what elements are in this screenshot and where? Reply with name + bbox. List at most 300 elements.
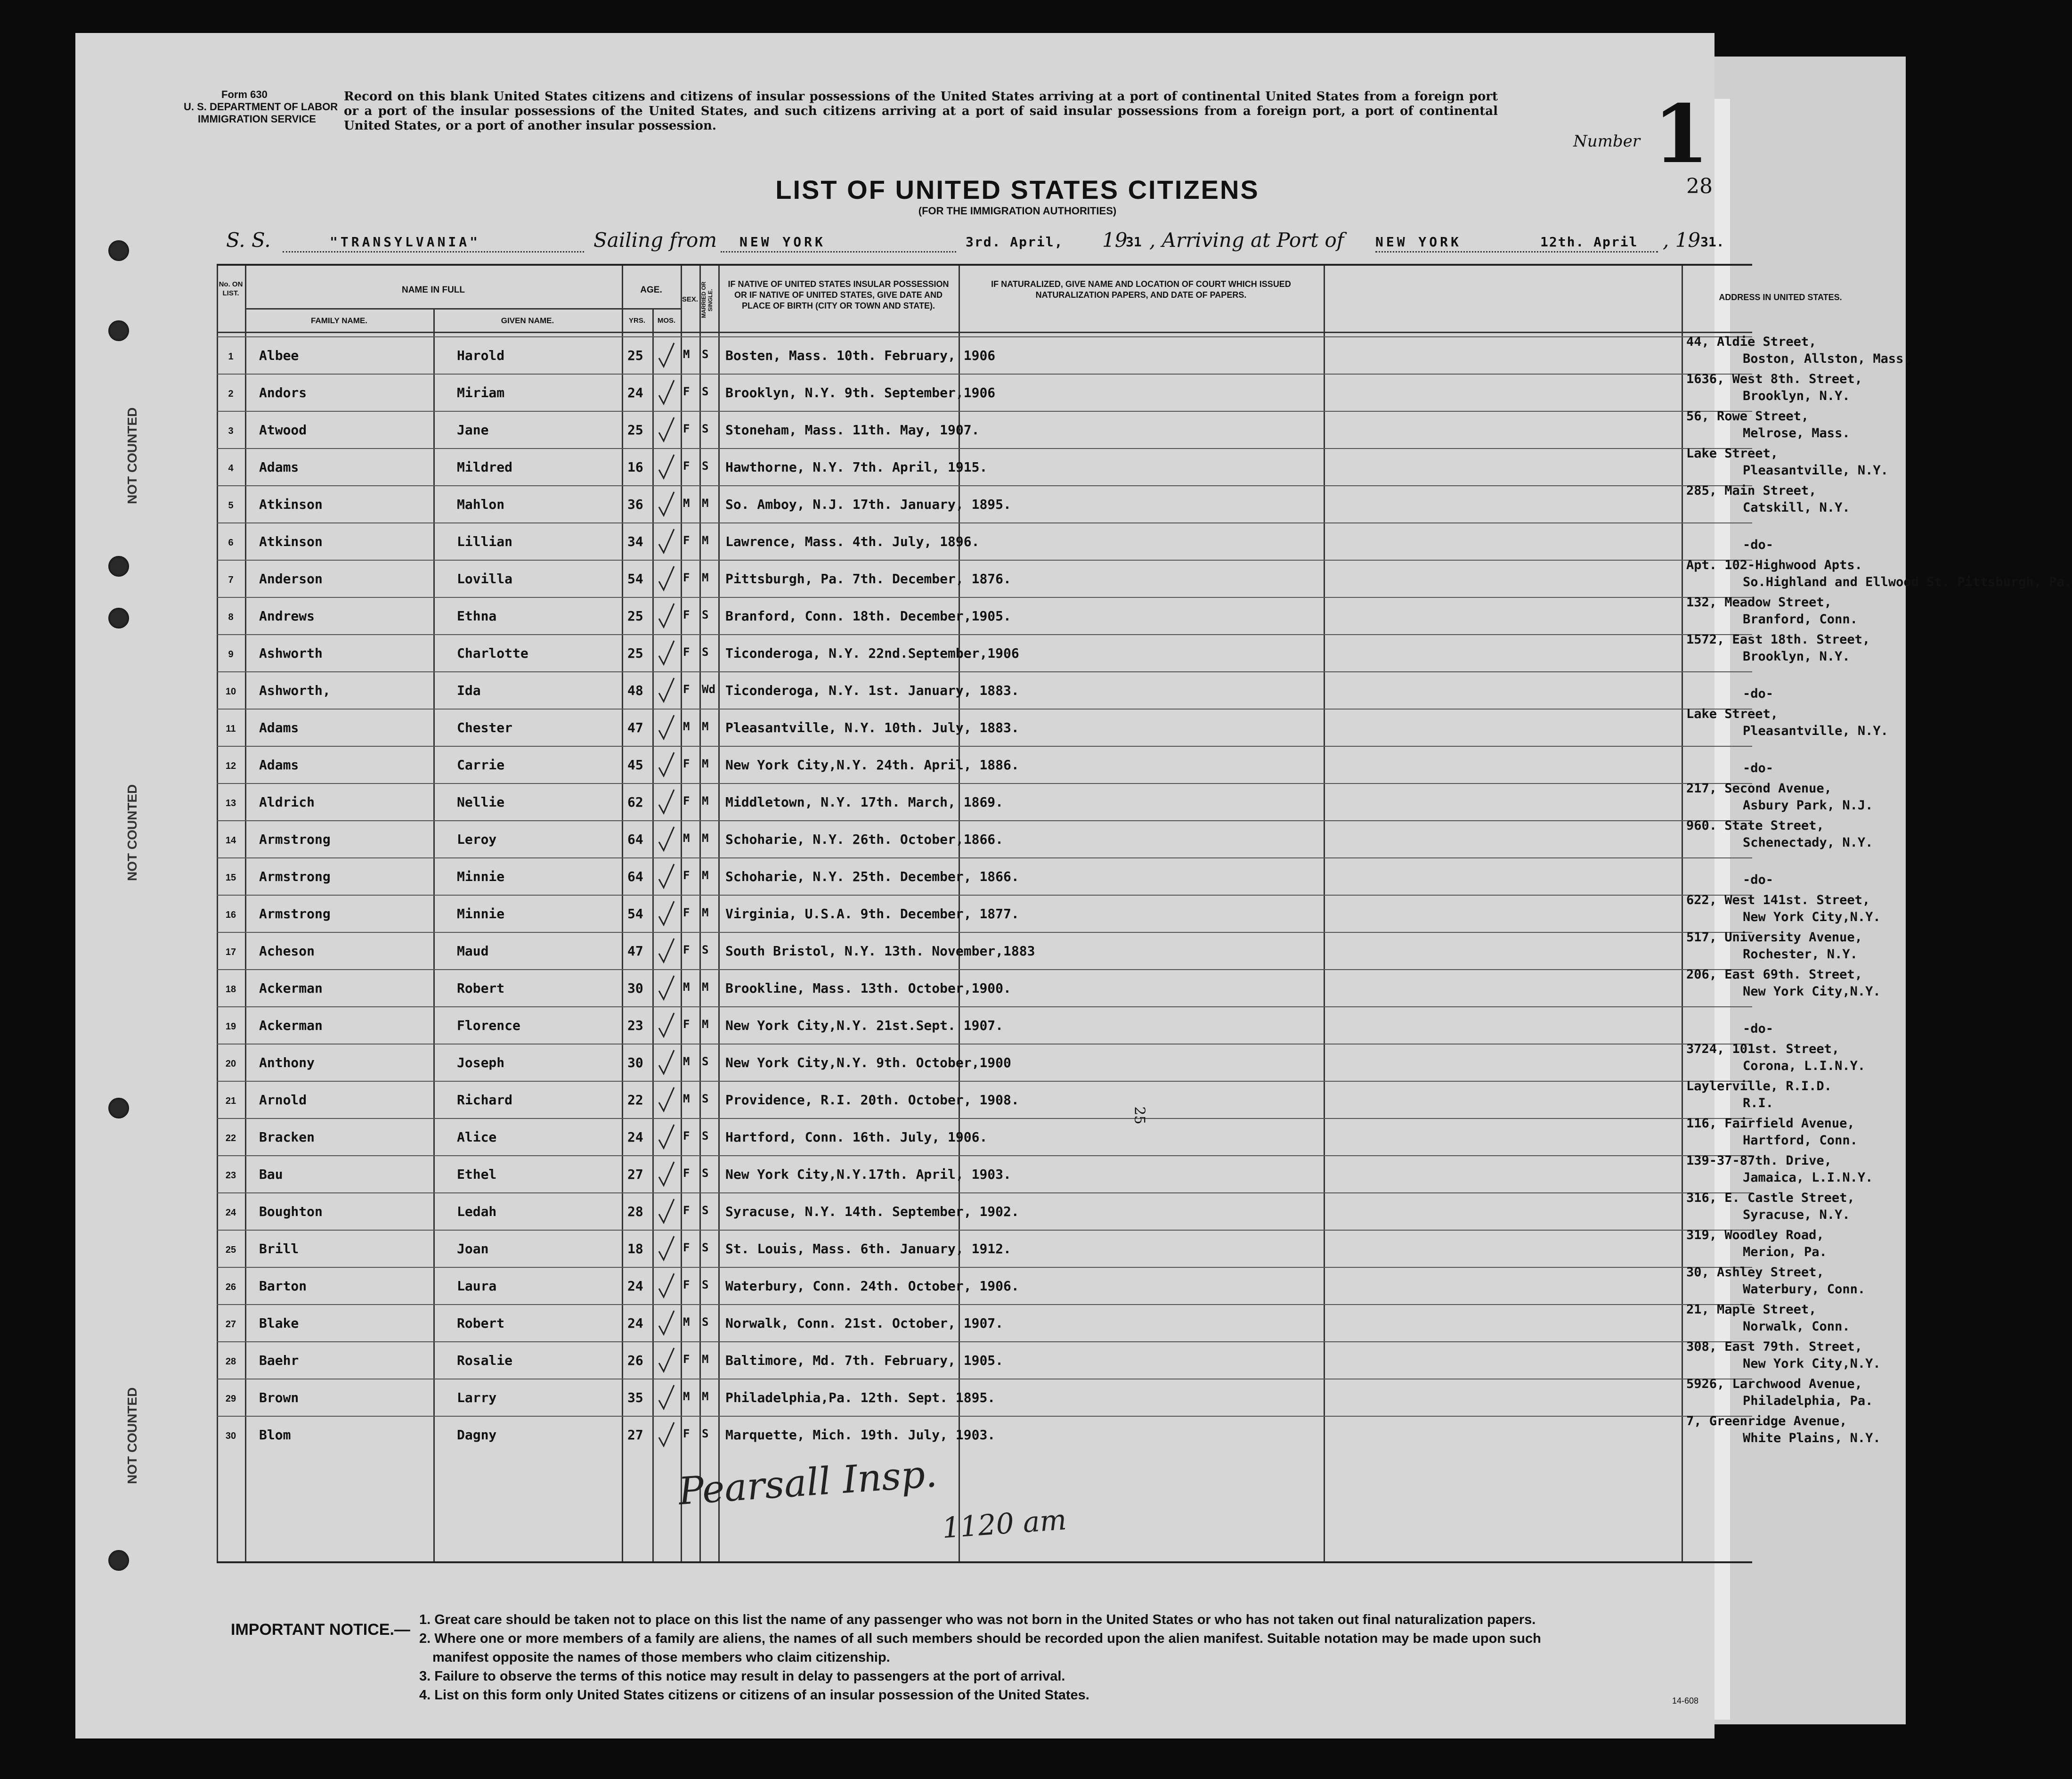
check-mark-icon — [657, 1384, 676, 1412]
family-name: Albee — [259, 348, 299, 363]
row-number: 9 — [228, 649, 234, 660]
family-name: Baehr — [259, 1353, 299, 1368]
family-name: Blom — [259, 1427, 291, 1443]
given-name: Miriam — [457, 385, 505, 400]
address-line-1: 622, West 141st. Street, — [1686, 893, 1870, 907]
table-row — [217, 1191, 1855, 1230]
birth-place-date: So. Amboy, N.J. 17th. January, 1895. — [725, 497, 1011, 512]
age-years: 25 — [627, 608, 643, 624]
address-line-2: White Plains, N.Y. — [1743, 1431, 1881, 1445]
given-name: Laura — [457, 1278, 497, 1294]
age-years: 22 — [627, 1092, 643, 1108]
address-line-1: Lake Street, — [1686, 707, 1779, 721]
family-name: Atkinson — [259, 497, 323, 512]
age-years: 34 — [627, 534, 643, 549]
address-line-2: Syracuse, N.Y. — [1743, 1208, 1850, 1222]
birth-place-date: Lawrence, Mass. 4th. July, 1896. — [725, 534, 980, 549]
sex: F — [683, 1353, 690, 1366]
table-row — [217, 1265, 1866, 1305]
birth-place-date: South Bristol, N.Y. 13th. November,1883 — [725, 943, 1035, 959]
address-line-2: New York City,N.Y. — [1743, 1356, 1881, 1371]
given-name: Leroy — [457, 832, 497, 847]
address-line-1: Apt. 102-Highwood Apts. — [1686, 558, 1862, 572]
row-number: 11 — [226, 724, 236, 734]
check-mark-icon — [657, 491, 676, 518]
sailing-label: Sailing from — [593, 228, 717, 252]
birth-place-date: Ticonderoga, N.Y. 1st. January, 1883. — [725, 683, 1019, 698]
given-name: Dagny — [457, 1427, 497, 1443]
marital-status: S — [702, 1241, 709, 1254]
check-mark-icon — [657, 789, 676, 816]
manifest-page — [75, 33, 2072, 1738]
col-sex: SEX. — [682, 295, 699, 303]
marital-status: S — [702, 1167, 709, 1180]
binder-hole — [108, 1098, 129, 1118]
family-name: Boughton — [259, 1204, 323, 1219]
arriving-year-suffix: 31. — [1700, 234, 1724, 250]
check-mark-icon — [657, 938, 676, 965]
address-line-1: Lake Street, — [1686, 446, 1779, 461]
sex: M — [683, 1390, 690, 1403]
col-address: ADDRESS IN UNITED STATES. — [1719, 293, 1842, 302]
sex: F — [683, 534, 690, 547]
sex: F — [683, 1204, 690, 1217]
address-line-1: Laylerville, R.I.D. — [1686, 1079, 1832, 1094]
given-name: Minnie — [457, 869, 505, 884]
address-line-2: Asbury Park, N.J. — [1743, 798, 1873, 813]
notice-item: 2. Where one or more members of a family are aliens, the names of all such members should be recorded upon the alien manifest. Suitable notation may be made upon such — [419, 1631, 1541, 1646]
binder-hole — [108, 608, 129, 628]
row-number: 13 — [225, 798, 236, 808]
table-row — [217, 522, 1774, 560]
address-line-1: 960. State Street, — [1686, 818, 1824, 833]
birth-place-date: Middletown, N.Y. 17th. March, 1869. — [725, 794, 1004, 810]
address-line-2: Pleasantville, N.Y. — [1743, 724, 1888, 738]
birth-place-date: Brookline, Mass. 13th. October,1900. — [725, 980, 1011, 996]
binder-hole — [108, 1550, 129, 1571]
marital-status: M — [702, 571, 709, 584]
table-row — [217, 707, 1888, 746]
age-years: 25 — [627, 645, 643, 661]
sex: F — [683, 459, 690, 473]
age-years: 30 — [627, 980, 643, 996]
address-line-1: 517, University Avenue, — [1686, 930, 1862, 945]
family-name: Armstrong — [259, 869, 331, 884]
given-name: Carrie — [457, 757, 505, 773]
check-mark-icon — [657, 1421, 676, 1449]
birth-place-date: Baltimore, Md. 7th. February, 1905. — [725, 1353, 1004, 1368]
left-margin-stamp-1: NOT COUNTED — [125, 407, 139, 504]
row-number: 27 — [225, 1319, 236, 1330]
marital-status: M — [702, 534, 709, 547]
arriving-date: 12th. April — [1540, 234, 1638, 250]
family-name: Bracken — [259, 1129, 315, 1145]
given-name: Chester — [457, 720, 513, 735]
address-line-1: 139-37-87th. Drive, — [1686, 1153, 1832, 1168]
sex: F — [683, 869, 690, 882]
sex: F — [683, 906, 690, 919]
birth-place-date: Hawthorne, N.Y. 7th. April, 1915. — [725, 459, 988, 475]
address-line-2: -do- — [1743, 1021, 1774, 1036]
check-mark-icon — [657, 565, 676, 593]
family-name: Atwood — [259, 422, 307, 438]
sailing-date: 3rd. April, — [966, 234, 1064, 250]
sailing-year-prefix: 19 — [1102, 228, 1128, 252]
marital-status: S — [702, 943, 709, 956]
given-name: Robert — [457, 980, 505, 996]
marital-status: S — [702, 422, 709, 435]
address-line-1: 316, E. Castle Street, — [1686, 1191, 1855, 1205]
row-number: 3 — [228, 426, 234, 436]
marital-status: S — [702, 1427, 709, 1440]
row-number: 19 — [225, 1021, 236, 1032]
table-row — [217, 1228, 1827, 1267]
address-line-1: 116, Fairfield Avenue, — [1686, 1116, 1855, 1131]
marital-status: M — [702, 757, 709, 770]
address-line-2: New York City,N.Y. — [1743, 910, 1881, 924]
family-name: Ackerman — [259, 1018, 323, 1033]
address-line-1: 5926, Larchwood Avenue, — [1686, 1377, 1862, 1391]
address-line-1: 44, Aldie Street, — [1686, 335, 1817, 349]
row-number: 29 — [225, 1394, 236, 1404]
address-line-1: 132, Meadow Street, — [1686, 595, 1832, 610]
table-row — [217, 1339, 1881, 1379]
address-line-1: 56, Rowe Street, — [1686, 409, 1809, 424]
marital-status: S — [702, 348, 709, 361]
sailing-port: NEW YORK — [739, 234, 826, 250]
check-mark-icon — [657, 863, 676, 890]
check-mark-icon — [657, 677, 676, 704]
table-row — [217, 632, 1870, 672]
left-margin-stamp-3: NOT COUNTED — [125, 1387, 139, 1484]
address-line-2: Brooklyn, N.Y. — [1743, 389, 1850, 403]
family-name: Anderson — [259, 571, 323, 587]
number-label: Number — [1573, 132, 1641, 151]
given-name: Joan — [457, 1241, 489, 1257]
given-name: Alice — [457, 1129, 497, 1145]
birth-place-date: Hartford, Conn. 16th. July, 1906. — [725, 1129, 988, 1145]
age-years: 47 — [627, 720, 643, 735]
given-name: Jane — [457, 422, 489, 438]
row-number: 18 — [225, 984, 236, 995]
marital-status: M — [702, 869, 709, 882]
family-name: Anthony — [259, 1055, 315, 1070]
address-line-1: 319, Woodley Road, — [1686, 1228, 1824, 1242]
check-mark-icon — [657, 1012, 676, 1039]
page-subtitle: (FOR THE IMMIGRATION AUTHORITIES) — [918, 205, 1117, 217]
table-row — [217, 1414, 1881, 1453]
notice-item: 4. List on this form only United States citizens or citizens of an insular possession of the United States. — [419, 1688, 1089, 1703]
birth-place-date: Waterbury, Conn. 24th. October, 1906. — [725, 1278, 1019, 1294]
address-line-1: 217, Second Avenue, — [1686, 781, 1832, 796]
age-years: 25 — [627, 422, 643, 438]
table-row — [217, 372, 1862, 411]
row-number: 5 — [228, 500, 234, 511]
table-row — [217, 409, 1850, 449]
age-years: 54 — [627, 571, 643, 587]
address-line-2: -do- — [1743, 686, 1774, 701]
arriving-port: NEW YORK — [1375, 234, 1462, 250]
family-name: Andrews — [259, 608, 315, 624]
birth-place-date: Providence, R.I. 20th. October, 1908. — [725, 1092, 1019, 1108]
row-number: 25 — [225, 1245, 236, 1255]
col-yrs: YRS. — [628, 317, 645, 325]
marital-status: M — [702, 906, 709, 919]
address-line-2: -do- — [1743, 761, 1774, 775]
given-name: Ida — [457, 683, 481, 698]
col-naturalized: IF NATURALIZED, GIVE NAME AND LOCATION OF COURT WHICH ISSUED NATURALIZATION PAPERS, AND DATE OF PAPERS. — [991, 279, 1291, 300]
address-line-1: 3724, 101st. Street, — [1686, 1042, 1840, 1056]
given-name: Robert — [457, 1315, 505, 1331]
given-name: Larry — [457, 1390, 497, 1405]
family-name: Andors — [259, 385, 307, 400]
row-number: 14 — [225, 835, 236, 846]
birth-place-date: Bosten, Mass. 10th. February, 1906 — [725, 348, 996, 363]
marital-status: M — [702, 1390, 709, 1403]
check-mark-icon — [657, 603, 676, 630]
sailing-year-suffix: 31 — [1126, 234, 1142, 250]
row-number: 28 — [225, 1356, 236, 1367]
check-mark-icon — [657, 379, 676, 407]
table-row — [217, 1302, 1850, 1342]
table-row — [217, 1042, 1866, 1081]
family-name: Ashworth, — [259, 683, 331, 698]
marital-status: Wd — [702, 683, 715, 696]
check-mark-icon — [657, 1049, 676, 1077]
notice-title: IMPORTANT NOTICE.— — [231, 1621, 410, 1639]
age-years: 24 — [627, 1315, 643, 1331]
age-years: 27 — [627, 1167, 643, 1182]
marital-status: S — [702, 1129, 709, 1142]
marital-status: M — [702, 1018, 709, 1031]
sex: M — [683, 1092, 690, 1105]
col-given-name: GIVEN NAME. — [501, 316, 554, 325]
row-number: 17 — [225, 947, 236, 957]
address-line-2: Corona, L.I.N.Y. — [1743, 1059, 1866, 1073]
check-mark-icon — [657, 1347, 676, 1374]
family-name: Ashworth — [259, 645, 323, 661]
birth-place-date: Syracuse, N.Y. 14th. September, 1902. — [725, 1204, 1019, 1219]
age-years: 62 — [627, 794, 643, 810]
sex: F — [683, 1018, 690, 1031]
table-row — [217, 446, 1888, 486]
age-years: 24 — [627, 1278, 643, 1294]
table-row — [217, 1377, 1873, 1416]
table-row — [217, 967, 1881, 1007]
age-years: 24 — [627, 385, 643, 400]
address-line-2: -do- — [1743, 538, 1774, 552]
inspector-signature: Pearsall Insp. — [677, 1451, 939, 1514]
check-mark-icon — [657, 640, 676, 667]
check-mark-icon — [657, 1235, 676, 1263]
row-number: 10 — [225, 686, 236, 697]
age-years: 36 — [627, 497, 643, 512]
row-number: 26 — [225, 1282, 236, 1292]
age-years: 47 — [627, 943, 643, 959]
check-mark-icon — [657, 1124, 676, 1151]
address-line-2: -do- — [1743, 873, 1774, 887]
birth-place-date: Brooklyn, N.Y. 9th. September,1906 — [725, 385, 996, 400]
row-number: 23 — [225, 1170, 236, 1181]
service: IMMIGRATION SERVICE — [198, 113, 316, 125]
address-line-2: New York City,N.Y. — [1743, 984, 1881, 999]
row-number: 16 — [225, 910, 236, 920]
check-mark-icon — [657, 342, 676, 369]
col-family-name: FAMILY NAME. — [311, 316, 367, 325]
family-name: Aldrich — [259, 794, 315, 810]
given-name: Rosalie — [457, 1353, 513, 1368]
birth-place-date: New York City,N.Y. 9th. October,1900 — [725, 1055, 1011, 1070]
check-mark-icon — [657, 975, 676, 1002]
age-years: 18 — [627, 1241, 643, 1257]
address-line-2: Catskill, N.Y. — [1743, 500, 1850, 515]
table-row — [217, 781, 1873, 821]
birth-place-date: Virginia, U.S.A. 9th. December, 1877. — [725, 906, 1019, 922]
row-number: 12 — [225, 761, 236, 771]
signature-time: 1120 am — [941, 1503, 1068, 1545]
family-name: Brill — [259, 1241, 299, 1257]
given-name: Lovilla — [457, 571, 513, 587]
marital-status: S — [702, 1092, 709, 1105]
check-mark-icon — [657, 1086, 676, 1114]
address-line-2: Norwalk, Conn. — [1743, 1319, 1850, 1334]
address-line-2: Hartford, Conn. — [1743, 1133, 1858, 1148]
row-number: 4 — [228, 463, 234, 473]
row-number: 6 — [228, 538, 234, 548]
sex: F — [683, 645, 690, 659]
sex: F — [683, 1241, 690, 1254]
address-line-1: 206, East 69th. Street, — [1686, 967, 1862, 982]
address-line-1: 30, Ashley Street, — [1686, 1265, 1824, 1280]
address-line-2: R.I. — [1743, 1096, 1774, 1110]
table-row — [217, 671, 1774, 709]
arriving-label: , Arriving at Port of — [1149, 228, 1344, 252]
birth-place-date: Stoneham, Mass. 11th. May, 1907. — [725, 422, 980, 438]
address-line-2: Philadelphia, Pa. — [1743, 1394, 1873, 1408]
address-line-1: 308, East 79th. Street, — [1686, 1339, 1862, 1354]
family-name: Adams — [259, 459, 299, 475]
col-no: No. ON LIST. — [219, 280, 243, 297]
sex: M — [683, 348, 690, 361]
family-name: Atkinson — [259, 534, 323, 549]
birth-place-date: New York City,N.Y. 24th. April, 1886. — [725, 757, 1019, 773]
age-years: 54 — [627, 906, 643, 922]
given-name: Charlotte — [457, 645, 528, 661]
number-value: 1 — [1653, 87, 1709, 181]
table-row — [217, 483, 1850, 523]
sex: F — [683, 757, 690, 770]
col-birth: IF NATIVE OF UNITED STATES INSULAR POSSESSION OR IF NATIVE OF UNITED STATES, GIVE DATE AND PLACE OF BIRTH (CITY OR TOWN AND STATE). — [728, 279, 949, 310]
address-line-2: Branford, Conn. — [1743, 612, 1858, 627]
birth-place-date: Schoharie, N.Y. 25th. December, 1866. — [725, 869, 1019, 884]
family-name: Blake — [259, 1315, 299, 1331]
form-header — [184, 89, 338, 125]
family-name: Armstrong — [259, 832, 331, 847]
address-line-1: 1636, West 8th. Street, — [1686, 372, 1862, 386]
form-number: Form 630 — [221, 89, 268, 100]
table-row — [217, 1116, 1858, 1156]
marital-status: S — [702, 1204, 709, 1217]
row-number: 24 — [225, 1208, 236, 1218]
row-number: 1 — [228, 351, 234, 362]
address-line-2: Brooklyn, N.Y. — [1743, 649, 1850, 664]
given-name: Joseph — [457, 1055, 505, 1070]
age-years: 25 — [627, 348, 643, 363]
table-row — [217, 857, 1774, 895]
notice-item: 1. Great care should be taken not to place on this list the name of any passenger who was not born in the United States or who has not taken out final naturalization papers. — [419, 1612, 1536, 1627]
given-name: Mildred — [457, 459, 513, 475]
given-name: Richard — [457, 1092, 513, 1108]
check-mark-icon — [657, 826, 676, 853]
age-years: 23 — [627, 1018, 643, 1033]
sex: F — [683, 1427, 690, 1440]
age-years: 64 — [627, 869, 643, 884]
row-number: 7 — [228, 575, 234, 585]
birth-place-date: Norwalk, Conn. 21st. October, 1907. — [725, 1315, 1004, 1331]
marital-status: S — [702, 1278, 709, 1291]
page-title: LIST OF UNITED STATES CITIZENS — [775, 175, 1259, 204]
form-instructions: Record on this blank United States citizens and citizens of insular possessions of the United States arriving at a port of continental United States from a foreign port or a port of the insular possessions of the United States, and such citizens arriving at a port of said insular possessions from a foreign port, a port of continental United States, or a port of another insular possession. — [344, 90, 1498, 133]
address-line-1: 21, Maple Street, — [1686, 1302, 1817, 1317]
row-number: 2 — [228, 389, 234, 399]
row-number: 21 — [225, 1096, 236, 1106]
marital-status: S — [702, 459, 709, 473]
check-mark-icon — [657, 751, 676, 779]
family-name: Acheson — [259, 943, 315, 959]
table-row — [217, 335, 1911, 374]
marital-status: S — [702, 608, 709, 621]
row-number: 15 — [225, 873, 236, 883]
sub-number: 28 — [1686, 174, 1713, 198]
age-years: 28 — [627, 1204, 643, 1219]
sex: F — [683, 1129, 690, 1142]
table-row — [217, 893, 1881, 932]
col-married: MARRIED OR SINGLE. — [700, 281, 714, 318]
sex: M — [683, 1055, 690, 1068]
birth-place-date: Philadelphia,Pa. 12th. Sept. 1895. — [725, 1390, 996, 1405]
notice-item: 3. Failure to observe the terms of this notice may result in delay to passengers at the port of arrival. — [419, 1669, 1065, 1684]
marital-status: M — [702, 497, 709, 510]
address-line-2: So.Highland and Ellwood St. Pittsburgh, Pa. — [1743, 575, 2072, 589]
sex: M — [683, 980, 690, 994]
birth-place-date: Ticonderoga, N.Y. 22nd.September,1906 — [725, 645, 1019, 661]
address-line-1: 7, Greenridge Avenue, — [1686, 1414, 1847, 1428]
check-mark-icon — [657, 714, 676, 742]
pencil-annotation: 25 — [1131, 1106, 1148, 1125]
family-name: Bau — [259, 1167, 283, 1182]
sex: F — [683, 683, 690, 696]
department: U. S. DEPARTMENT OF LABOR — [184, 101, 338, 113]
family-name: Armstrong — [259, 906, 331, 922]
col-name-in-full: NAME IN FULL — [401, 285, 465, 295]
age-years: 24 — [627, 1129, 643, 1145]
address-line-2: Jamaica, L.I.N.Y. — [1743, 1170, 1873, 1185]
sex: F — [683, 422, 690, 435]
check-mark-icon — [657, 1273, 676, 1300]
voyage-line — [226, 228, 1724, 257]
row-number: 20 — [225, 1059, 236, 1069]
ship-name: "TRANSYLVANIA" — [330, 234, 481, 250]
table-row — [217, 1006, 1774, 1044]
arriving-year-prefix: , 19 — [1663, 228, 1701, 252]
age-years: 35 — [627, 1390, 643, 1405]
given-name: Minnie — [457, 906, 505, 922]
passenger-table — [217, 264, 2072, 1563]
marital-status: M — [702, 832, 709, 845]
birth-place-date: New York City,N.Y. 21st.Sept. 1907. — [725, 1018, 1004, 1033]
birth-place-date: St. Louis, Mass. 6th. January, 1912. — [725, 1241, 1011, 1257]
address-line-1: 285, Main Street, — [1686, 483, 1817, 498]
